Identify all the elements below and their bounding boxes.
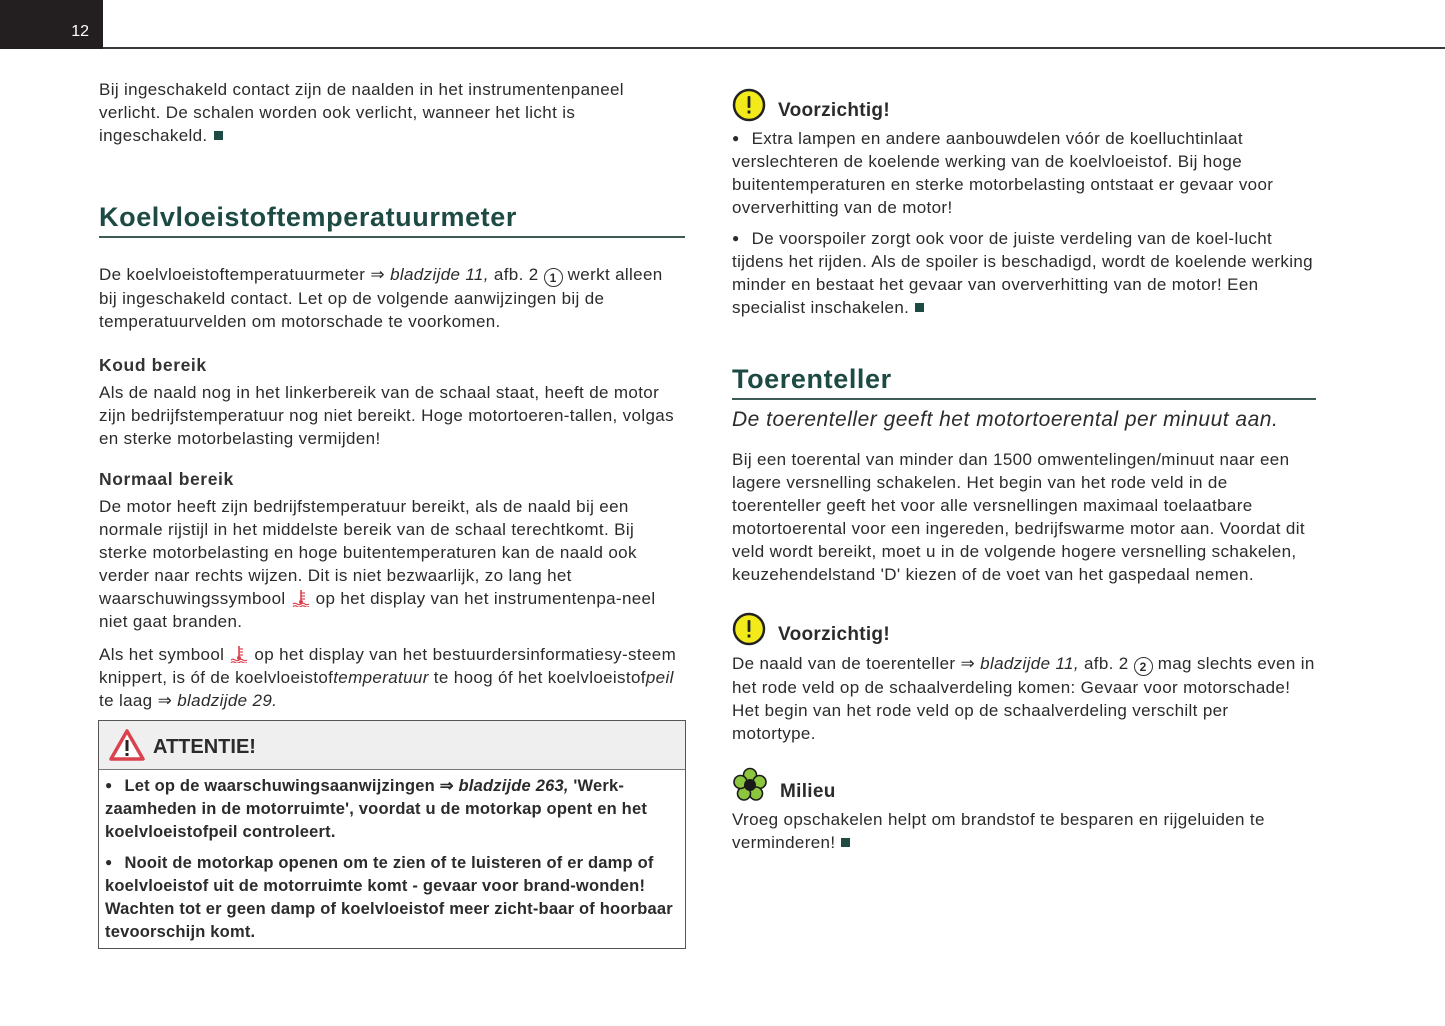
section-subtitle: De toerenteller geeft het motortoerental per minuut aan. [732,408,1279,431]
warning-triangle-icon [108,728,146,762]
environment-text: Vroeg opschakelen helpt om brandstof te besparen en rijgeluiden te verminderen! [732,810,1265,852]
tachometer-body: Bij een toerental van minder dan 1500 omwentelingen/minuut naar een lagere versnelling schakelen. Het begin van het rode veld in de toerenteller geeft het voor alle versnellingen maximaal toelaatbare motortoerental voor een ingereden, bedrijfswarme motor aan. Voordat dit veld wordt bereikt, moet u in de volgende hogere versnelling schakelen, keuzehendelstand 'D' kiezen of de voet van het gaspedaal nemen. [732,450,1305,584]
caution-header [732,86,1316,122]
page-reference-link[interactable]: bladzijde 29. [177,691,278,710]
warning-bullet: ● Let op de waarschuwingsaanwijzingen ⇒ bladzijde 263, 'Werk-zaamheden in de motorruimte', voordat u de motorkap opent en het koelvloeistofpeil controleert. [105,774,677,844]
section-title-tachometer: Toerenteller [732,363,1316,400]
callout-number-icon: 1 [544,268,563,287]
header-rule [103,47,1445,49]
caution-header [732,610,1316,646]
cold-range-title: Koud bereik [99,355,207,375]
page-header [0,0,1445,50]
coolant-temperature-warning-icon [291,589,311,607]
normal-range-text: De motor heeft zijn bedrijfstemperatuur bereikt, als de naald bij een normale rijstijl in het middelste bereik van de schaal terechtkomt. Bij sterke motorbelasting en hoge buitentemperaturen kan de naald ook verder naar rechts wijzen. Dit is niet bezwaarlijk, zo lang het waarschuwingssymbool op het display van het instrumentenpa-neel niet gaat branden. [99,497,656,631]
environment-header [732,767,1316,803]
page-reference-link[interactable]: bladzijde 11, [390,265,489,284]
caution-title: Voorzichtig! [778,100,890,121]
caution-bullet: ● De voorspoiler zorgt ook voor de juiste verdeling van de koel-lucht tijdens het rijden. Als de spoiler is beschadigd, wordt de koelende werking minder en bestaat het gevaar van oververhitting van de motor! Een specialist inschakelen. [732,227,1316,319]
end-mark-icon [915,303,924,312]
warning-body [99,770,685,948]
caution-bullet: ● Extra lampen en andere aanbouwdelen vóór de koelluchtinlaat verslechteren de koelende werking van de koelvloeistof. Bij hoge buitentemperaturen en sterke motorbelasting ontstaat er gevaar voor oververhitting van de motor! [732,127,1316,219]
warning-title: ATTENTIE! [153,736,256,758]
page-reference-link[interactable]: bladzijde 11, [980,654,1079,673]
caution-text: De naald van de toerenteller ⇒ bladzijde 11, afb. 2 2 mag slechts even in het rode veld op de schaalverdeling komen: Gevaar voor motorschade! Het begin van het rode veld op de schaalverdeling verschilt per motortype. [732,654,1315,743]
cold-range-text: Als de naald nog in het linkerbereik van de schaal staat, heeft de motor zijn bedrijfstemperatuur nog niet bereikt. Hoge motortoeren-tallen, volgas en sterke motorbelasting vermijden! [99,383,674,448]
end-mark-icon [214,131,223,140]
coolant-temperature-warning-icon [229,645,249,663]
intro-paragraph: Bij ingeschakeld contact zijn de naalden in het instrumentenpaneel verlicht. De schalen worden ook verlicht, wanneer het licht is ingeschakeld. [99,80,624,145]
warning-box [98,720,686,949]
environment-title: Milieu [780,781,836,802]
environment-flower-icon [732,767,768,803]
page-number-box [0,0,103,49]
caution-exclamation-icon [732,612,766,646]
warning-bullet: ● Nooit de motorkap openen om te zien of te luisteren of er damp of koelvloeistof uit de motorruimte komt - gevaar voor brand-wonden! Wachten tot er geen damp of koelvloeistof meer zicht-baar of hoorbaar tevoorschijn komt. [105,851,677,944]
symbol-blink-text: Als het symbool op het display van het bestuurdersinformatiesy-steem knippert, is óf de koelvloeistoftemperatuur te hoog óf het koelvloeistofpeil te laag ⇒ bladzijde 29. [99,645,677,710]
page-number: 12 [71,23,89,40]
normal-range-title: Normaal bereik [99,469,234,489]
warning-header [99,721,685,770]
end-mark-icon [841,838,850,847]
right-column [732,86,1316,854]
callout-number-icon: 2 [1134,657,1153,676]
caution-exclamation-icon [732,88,766,122]
left-column [99,78,685,712]
section-title-coolant: Koelvloeistoftemperatuurmeter [99,201,685,238]
coolant-intro: De koelvloeistoftemperatuurmeter ⇒ bladzijde 11, afb. 2 1 werkt alleen bij ingeschakeld contact. Let op de volgende aanwijzingen bij de temperatuurvelden om motorschade te voorkomen. [99,265,663,331]
caution-title: Voorzichtig! [778,624,890,645]
page-reference-link[interactable]: bladzijde 263, [458,777,569,795]
